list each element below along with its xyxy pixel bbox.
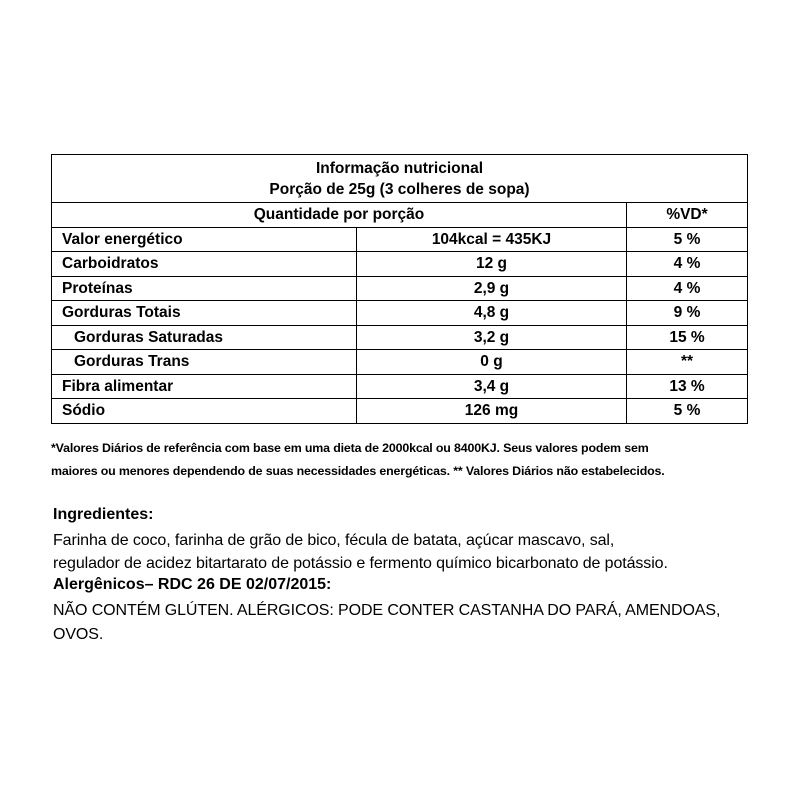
row-amount: 3,4 g (357, 374, 627, 399)
nutrition-table (51, 154, 748, 424)
allergens-title: Alergênicos– RDC 26 DE 02/07/2015: (53, 576, 332, 593)
row-amount: 2,9 g (357, 276, 627, 301)
table-row (52, 252, 748, 277)
row-label: Gorduras Trans (52, 350, 357, 375)
ingredients-title: Ingredientes: (53, 506, 154, 523)
table-row (52, 325, 748, 350)
table-row (52, 301, 748, 326)
row-vd: 5 % (627, 399, 748, 424)
table-row (52, 374, 748, 399)
row-vd: 9 % (627, 301, 748, 326)
ingredients-line: Farinha de coco, farinha de grão de bico, fécula de batata, açúcar mascavo, sal, (53, 532, 615, 549)
row-vd: 4 % (627, 252, 748, 277)
footnote-line: *Valores Diários de referência com base em uma dieta de 2000kcal ou 8400KJ. Seus valores podem sem (51, 441, 649, 455)
footnote (51, 437, 761, 483)
table-title-row (52, 155, 748, 203)
row-amount: 0 g (357, 350, 627, 375)
row-label: Fibra alimentar (52, 374, 357, 399)
row-label: Valor energético (52, 227, 357, 252)
allergens-line: OVOS. (53, 626, 104, 643)
allergens-line: NÃO CONTÉM GLÚTEN. ALÉRGICOS: PODE CONTER CASTANHA DO PARÁ, AMENDOAS, (53, 602, 721, 619)
table-row (52, 276, 748, 301)
table-portion: Porção de 25g (3 colheres de sopa) (269, 181, 530, 198)
row-vd: 5 % (627, 227, 748, 252)
row-vd: 13 % (627, 374, 748, 399)
table-row (52, 227, 748, 252)
allergens-text (53, 599, 793, 647)
row-amount: 104kcal = 435KJ (357, 227, 627, 252)
row-amount: 3,2 g (357, 325, 627, 350)
row-label: Sódio (52, 399, 357, 424)
row-label: Proteínas (52, 276, 357, 301)
row-vd: 15 % (627, 325, 748, 350)
row-vd: ** (627, 350, 748, 375)
ingredients-line: regulador de acidez bitartarato de potássio e fermento químico bicarbonato de potássio. (53, 555, 668, 572)
row-vd: 4 % (627, 276, 748, 301)
table-row (52, 350, 748, 375)
row-amount: 12 g (357, 252, 627, 277)
row-label: Gorduras Totais (52, 301, 357, 326)
header-vd: %VD* (627, 203, 748, 228)
table-header-row (52, 203, 748, 228)
table-row (52, 399, 748, 424)
row-label: Carboidratos (52, 252, 357, 277)
row-label: Gorduras Saturadas (52, 325, 357, 350)
ingredients-text (53, 529, 793, 575)
header-quantity: Quantidade por porção (52, 203, 627, 228)
footnote-line: maiores ou menores dependendo de suas necessidades energéticas. ** Valores Diários não estabelecidos. (51, 464, 665, 478)
table-title-cell (52, 155, 748, 203)
table-title: Informação nutricional (315, 160, 484, 177)
row-amount: 126 mg (357, 399, 627, 424)
row-amount: 4,8 g (357, 301, 627, 326)
